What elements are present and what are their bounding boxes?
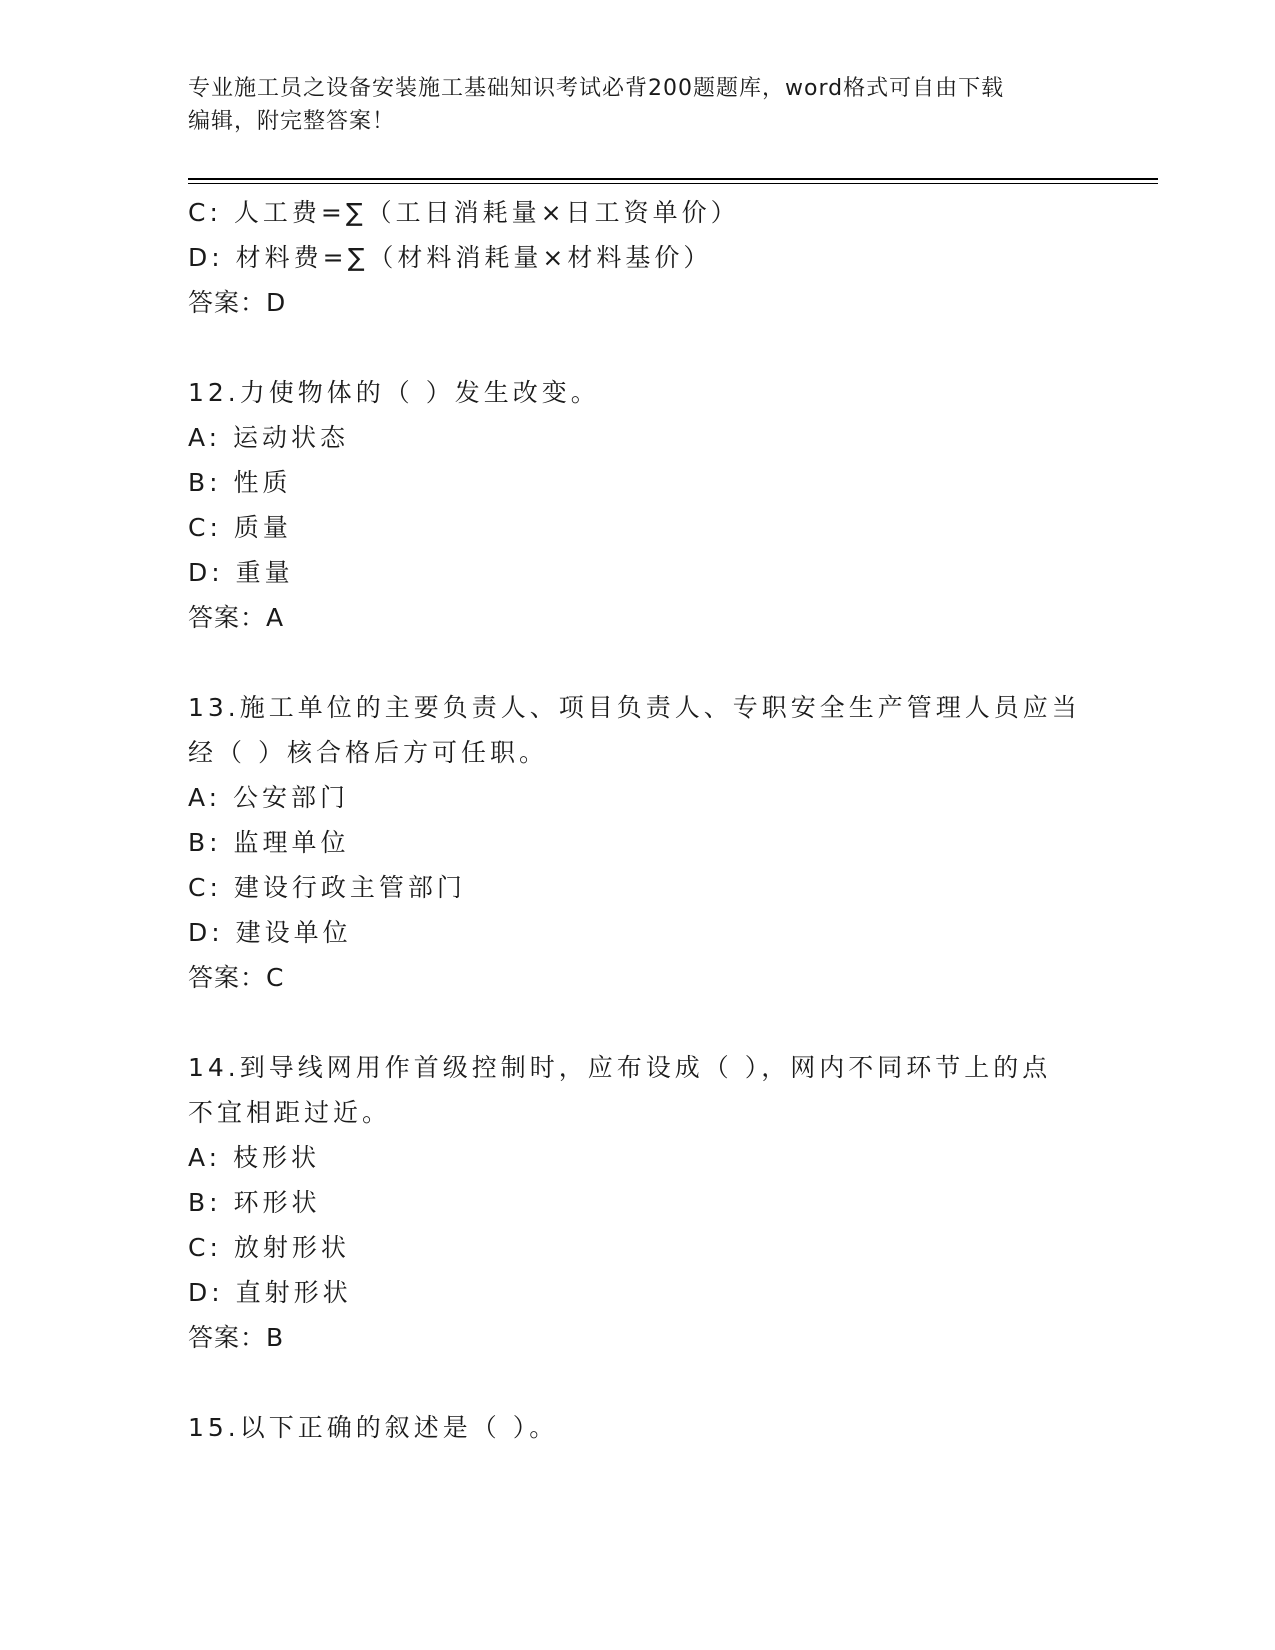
option-d: D: 直射形状: [188, 1278, 352, 1307]
question-spacer: [188, 1000, 1088, 1045]
question-stem: 14.到导线网用作首级控制时，应布设成（ ），网内不同环节上的点: [188, 1053, 1052, 1082]
question-stem: 13.施工单位的主要负责人、项目负责人、专职安全生产管理人员应当: [188, 693, 1081, 722]
option-c: C: 质量: [188, 513, 292, 542]
question-13: [188, 685, 1088, 1000]
option-b: B: 性质: [188, 468, 292, 497]
question-spacer: [188, 1360, 1088, 1405]
document-header: [188, 72, 1088, 138]
answer-label: 答案：C: [188, 963, 285, 992]
option-b: B: 环形状: [188, 1188, 321, 1217]
header-divider-thin: [188, 183, 1158, 184]
answer-label: 答案：A: [188, 603, 285, 632]
option-c: C: 人工费=∑（工日消耗量×日工资单价）: [188, 198, 740, 227]
question-spacer: [188, 325, 1088, 370]
header-title-line-1: 专业施工员之设备安装施工基础知识考试必背200题题库，word格式可自由下载: [188, 76, 1005, 101]
question-list: [188, 190, 1088, 1450]
answer-label: 答案：D: [188, 288, 287, 317]
question-15: [188, 1405, 1088, 1450]
header-title-line-2: 编辑，附完整答案！: [188, 109, 396, 134]
option-a: A: 公安部门: [188, 783, 350, 812]
option-c: C: 放射形状: [188, 1233, 350, 1262]
header-divider-thick: [188, 178, 1158, 180]
option-d: D: 材料费=∑（材料消耗量×材料基价）: [188, 243, 713, 272]
question-14: [188, 1045, 1088, 1360]
question-stem-continued: 经（ ）核合格后方可任职。: [188, 738, 548, 767]
option-a: A: 运动状态: [188, 423, 350, 452]
question-stem: 15.以下正确的叙述是（ ）。: [188, 1413, 559, 1442]
question-spacer: [188, 640, 1088, 685]
option-b: B: 监理单位: [188, 828, 350, 857]
question-stem: 12.力使物体的（ ）发生改变。: [188, 378, 600, 407]
option-d: D: 重量: [188, 558, 294, 587]
question-stem-continued: 不宜相距过近。: [188, 1098, 392, 1127]
question-12: [188, 370, 1088, 640]
option-c: C: 建设行政主管部门: [188, 873, 466, 902]
option-d: D: 建设单位: [188, 918, 352, 947]
question-11-tail: [188, 190, 1088, 325]
answer-label: 答案：B: [188, 1323, 285, 1352]
option-a: A: 枝形状: [188, 1143, 321, 1172]
